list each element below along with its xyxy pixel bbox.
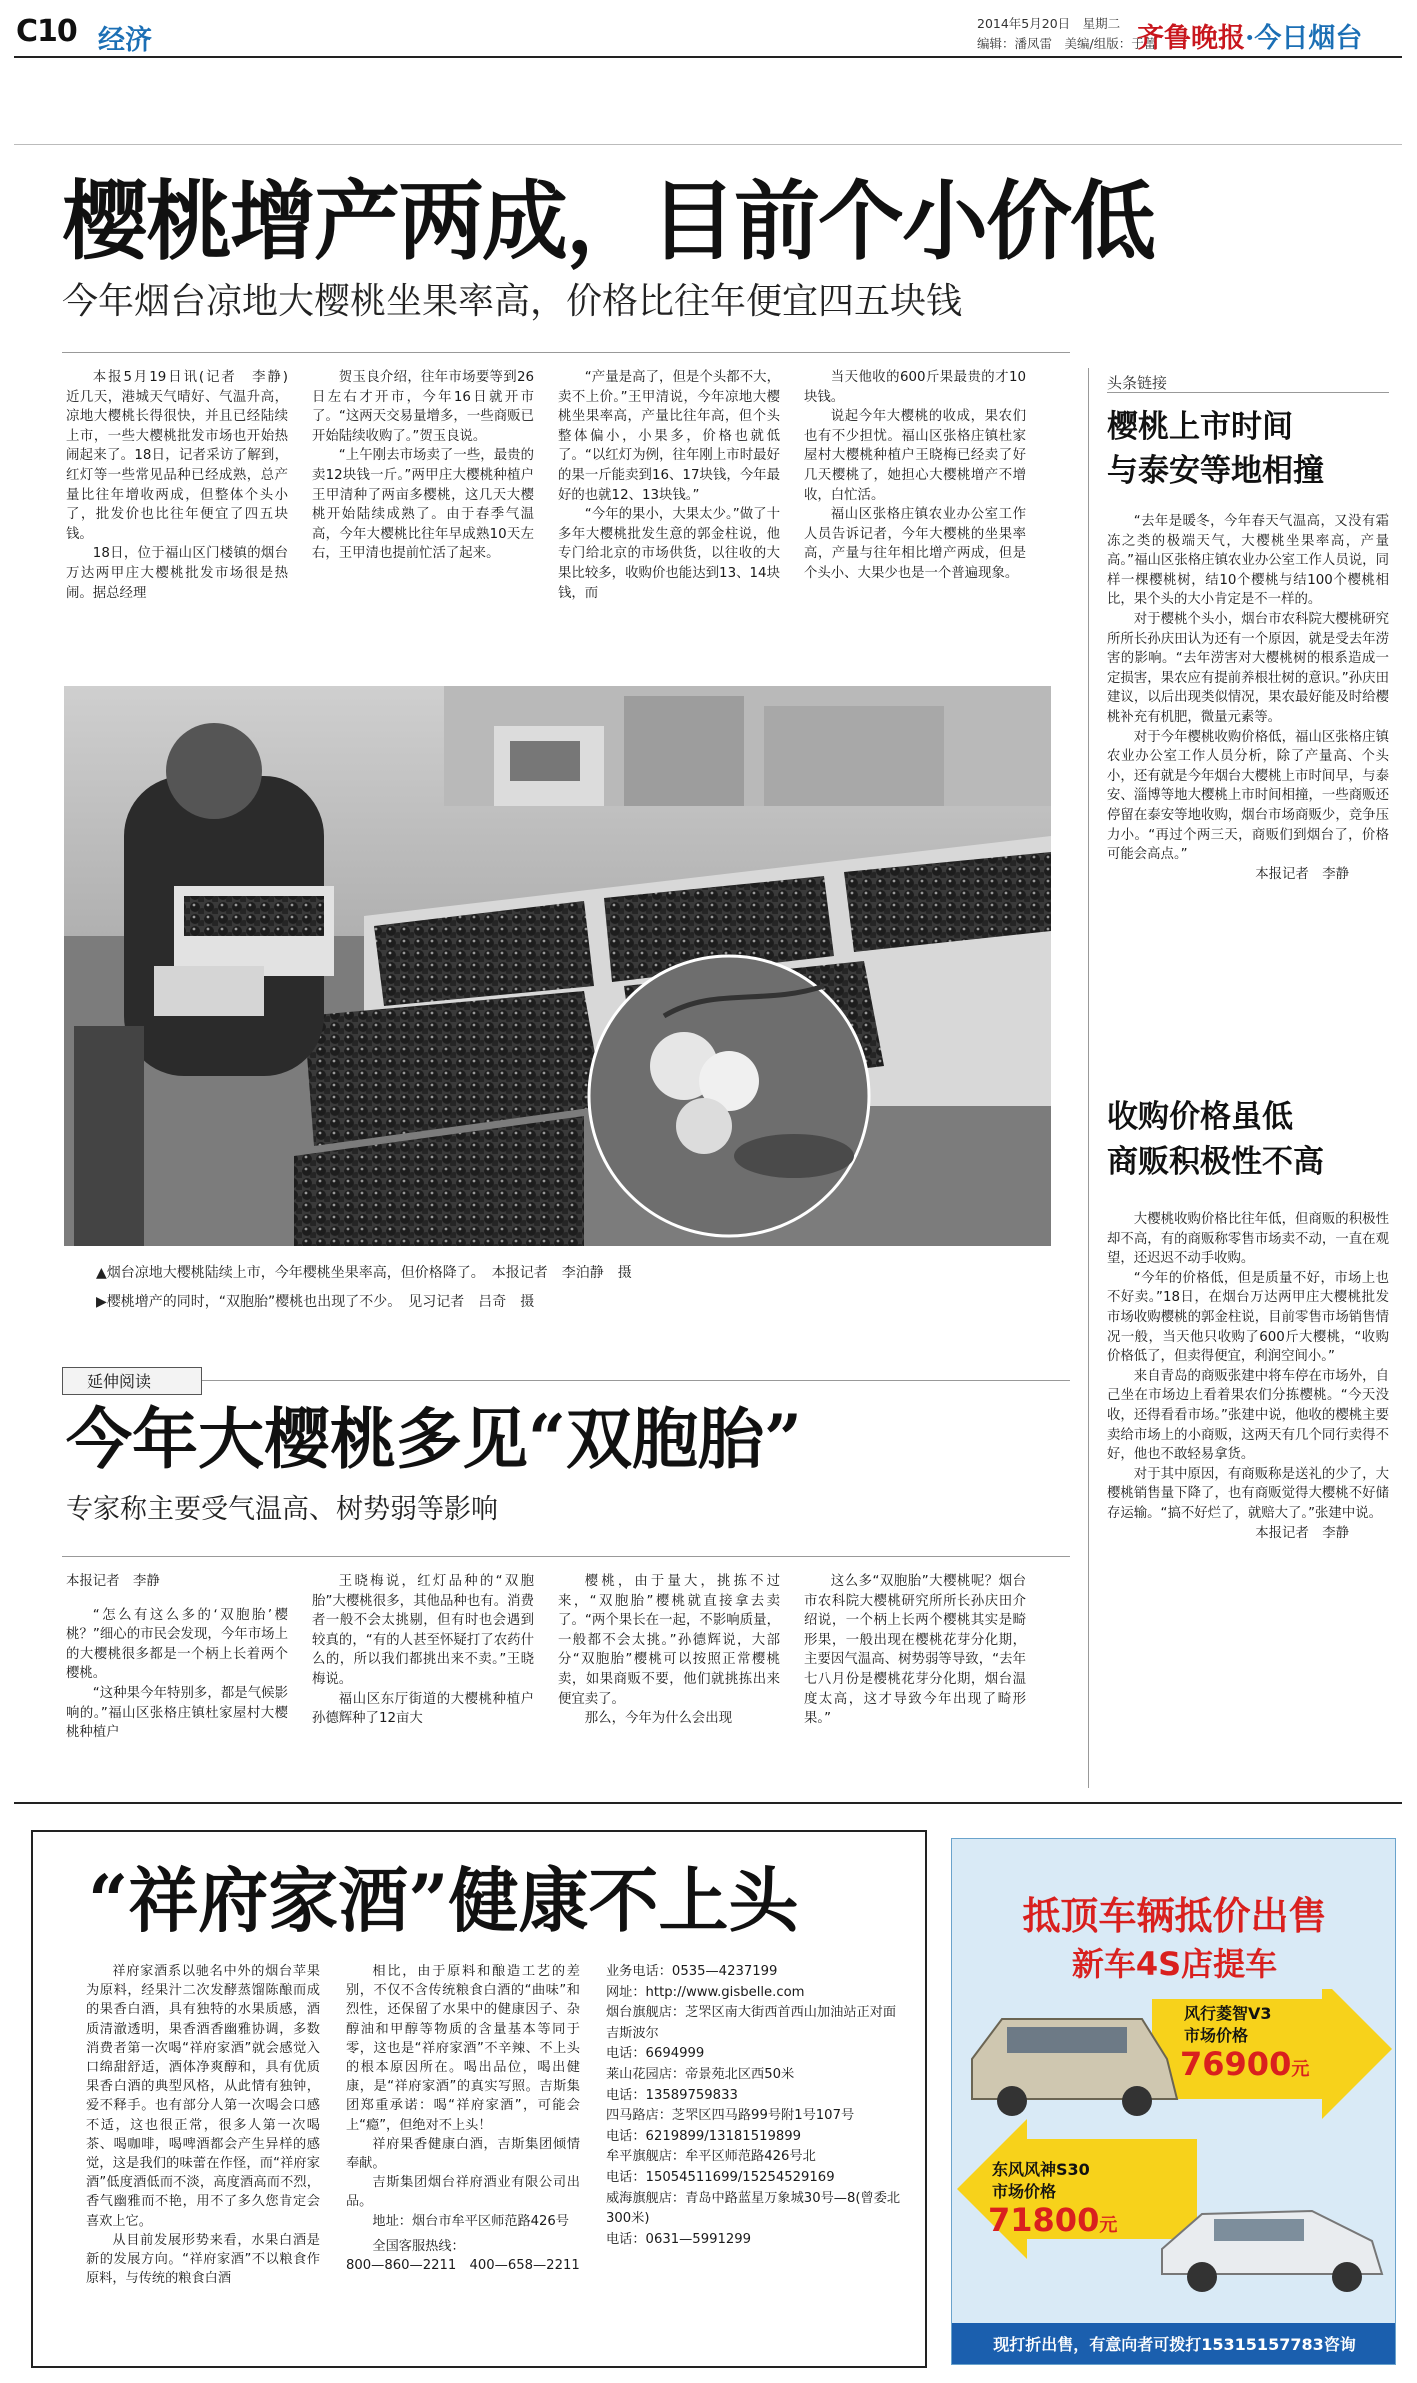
paragraph: 那么，今年为什么会出现 xyxy=(584,1711,733,1727)
contact-line: 电话：6694999 xyxy=(606,2046,705,2062)
photo-illustration xyxy=(64,686,1051,1246)
extended-rule xyxy=(62,1380,1070,1381)
newspaper-brand: 齐鲁晚报·今日烟台 xyxy=(1137,23,1363,54)
sidebar-tag-rule xyxy=(1107,392,1389,393)
wine-ad-headline: “祥府家酒”健康不上头 xyxy=(88,1859,799,1942)
main-column-4 xyxy=(804,368,1026,584)
main-headline: 樱桃增产两成，目前个小价低 xyxy=(62,171,1154,272)
main-column-3 xyxy=(558,368,780,603)
paragraph: 来自青岛的商贩张建中将车停在市场外，自己坐在市场边上看着果农们分拣樱桃。“今天没收，还得看看市场。”张建中说，他收的樱桃主要卖给市场上的小商贩，这两天有几个同行卖得不好，他也不敢轻易拿货。 xyxy=(1107,1368,1389,1463)
paragraph: 福山区张格庄镇农业办公室工作人员告诉记者，今年大樱桃的坐果率高，产量与往年相比增产两成，但是个头小、大果少也是一个普遍现象。 xyxy=(804,507,1026,581)
story-top-rule xyxy=(62,352,1070,353)
wine-ad-column-2 xyxy=(346,1962,580,2275)
masthead-rule xyxy=(14,56,1402,58)
paragraph: “今年的果小，大果太少。”做了十多年大樱桃批发生意的郭金柱说，他专门给北京的市场供货，以往收的大果比较多，收购价也能达到13、14块钱，而 xyxy=(558,507,780,601)
contact-line: 电话：13589759833 xyxy=(606,2087,738,2103)
wine-ad-contacts xyxy=(606,1962,906,2250)
photo-caption-1: ▲烟台凉地大樱桃陆续上市，今年樱桃坐果率高，但价格降了。 本报记者 李泊静 摄 xyxy=(96,1265,632,1281)
extended-subheadline: 专家称主要受气温高、树势弱等影响 xyxy=(66,1494,498,1525)
car1-price-label: 市场价格 xyxy=(1184,2026,1249,2045)
car-ad-subheadline: 新车4S店提车 xyxy=(1071,1945,1278,1983)
paragraph: 对于今年樱桃收购价格低，福山区张格庄镇农业办公室工作人员分析，除了产量高、个头小，还有就是今年烟台大樱桃上市时间早，与泰安、淄博等地大樱桃上市时间相撞，一些商贩还停留在泰安等地收购，烟台市场商贩少，竞争压力小。“再过个两三天，商贩们到烟台了，价格可能会高点。” xyxy=(1107,729,1389,863)
sidebar-body-1 xyxy=(1107,512,1389,884)
contact-line: 莱山花园店：帝景苑北区西50米 xyxy=(606,2066,795,2082)
sidebar-body-2 xyxy=(1107,1210,1389,1543)
paragraph: 对于樱桃个头小，烟台市农科院大樱桃研究所所长孙庆田认为还有一个原因，就是受去年涝害的影响。“去年涝害对大樱桃树的根系造成一定损害，果农应有提前养根壮树的意识。”孙庆田建议，以后出现类似情况，果农最好能及时给樱桃补充有机肥，微量元素等。 xyxy=(1107,611,1389,725)
paragraph: 本报5月19日讯(记者 李静) 近几天，港城天气晴好、气温升高，凉地大樱桃长得很快，并且已经陆续上市，一些大樱桃批发市场也开始热闹起来了。18日，记者采访了解到，红灯等一些常见品种已经成熟，总产量比往年增收两成，但整体个头小了，批发价也比往年便宜了四五块钱。 xyxy=(66,370,302,542)
paragraph: “今年的价格低，但是质量不好，市场上也不好卖。”18日，在烟台万达两甲庄大樱桃批发市场收购樱桃的郭金柱说，目前零售市场销售情况一般，当天他只收购了600斤大樱桃，“收购价格低了，但卖得便宜，利润空间小。” xyxy=(1107,1270,1389,1365)
sidebar-byline-1: 本报记者 李静 xyxy=(1255,866,1349,882)
sidebar-headline-2-line-1: 收购价格虽低 xyxy=(1107,1099,1293,1135)
sidebar-byline-2: 本报记者 李静 xyxy=(1255,1525,1349,1541)
paragraph: 大樱桃收购价格比往年低，但商贩的积极性却不高，有的商贩称零售市场卖不动，一直在观望，还迟迟不动手收购。 xyxy=(1107,1212,1389,1267)
extended-column-2 xyxy=(312,1572,534,1729)
car-ad-headline: 抵顶车辆抵价出售 xyxy=(1022,1894,1327,1938)
contact-line: 烟台旗舰店：芝罘区南大街西首西山加油站正对面吉斯波尔 xyxy=(606,2005,897,2041)
extended-headline: 今年大樱桃多见“双胞胎” xyxy=(66,1400,802,1478)
header-thin-rule xyxy=(14,144,1402,145)
extended-column-4 xyxy=(804,1572,1026,1729)
paragraph: 祥府家酒系以驰名中外的烟台苹果为原料，经果汁二次发酵蒸馏陈酿而成的果香白酒，具有独特的水果质感，酒质清澈透明，果香酒香幽雅协调，多数消费者第一次喝“祥府家酒”就会感觉入口绵甜舒适，酒体净爽醇和，具有优质果香白酒的典型风格，从此情有独钟，爱不释手。也有部分人第一次喝会口感不适，这也很正常，很多人第一次喝茶、喝咖啡，喝啤酒都会产生异样的感觉，这是我们的味蕾在作怪，而“祥府家酒”低度酒低而不淡，高度酒高而不烈，香气幽雅而不艳，用不了多久您肯定会喜欢上它。 xyxy=(86,1964,320,2229)
paragraph: “这种果今年特别多，都是气候影响的。”福山区张格庄镇杜家屋村大樱桃种植户 xyxy=(66,1685,288,1741)
wine-ad-hotline-label: 全国客服热线： xyxy=(372,2238,465,2254)
paragraph: 王晓梅说，红灯品种的“双胞胎”大樱桃很多，其他品种也有。消费者一般不会太挑剔，但有时也会遇到较真的，“有的人甚至怀疑打了农药什么的，所以我们都挑出来不卖。”王晓梅说。 xyxy=(312,1574,534,1687)
extended-tag: 延伸阅读 xyxy=(62,1367,202,1395)
paragraph: 吉斯集团烟台祥府酒业有限公司出品。 xyxy=(346,2175,580,2210)
issue-date: 2014年5月20日 星期二 xyxy=(977,16,1121,31)
car-ad xyxy=(951,1838,1396,2365)
extended-column-3 xyxy=(558,1572,780,1729)
contact-line: 四马路店：芝罘区四马路99号附1号107号 xyxy=(606,2108,855,2124)
contact-line: 电话：0631—5991299 xyxy=(606,2231,752,2247)
paragraph: 从目前发展形势来看，水果白酒是新的发展方向。“祥府家酒”不以粮食作原料，与传统的粮食白酒 xyxy=(86,2232,320,2287)
ad-section-rule xyxy=(14,1802,1402,1804)
contact-line: 牟平旗舰店：牟平区师范路426号北 xyxy=(606,2149,816,2165)
wine-ad-column-1 xyxy=(86,1962,320,2288)
section-name: 经济 xyxy=(98,25,152,56)
contact-line: 威海旗舰店：青岛中路蓝星万象城30号—8(曾委北300米) xyxy=(606,2190,901,2227)
car-illustrations xyxy=(952,1989,1396,2319)
paragraph: 当天他收的600斤果最贵的才10块钱。 xyxy=(804,370,1026,405)
car2-name: 东风风神S30 xyxy=(992,2160,1090,2179)
wine-ad-hotline: 800—860—2211 400—658—2211 xyxy=(346,2258,580,2274)
car2-price: 71800元 xyxy=(988,2201,1118,2239)
paragraph: 对于其中原因，有商贩称是送礼的少了，大樱桃销售量下降了，也有商贩觉得大樱桃不好储存运输。“搞不好烂了，就赔大了。”张建中说。 xyxy=(1107,1466,1389,1521)
main-column-2 xyxy=(312,368,534,564)
sidebar-divider xyxy=(1088,368,1089,1788)
main-subheadline: 今年烟台凉地大樱桃坐果率高，价格比往年便宜四五块钱 xyxy=(62,281,963,322)
car1-name: 风行菱智V3 xyxy=(1184,2004,1272,2023)
paragraph: “怎么有这么多的‘双胞胎’樱桃？”细心的市民会发现，今年市场上的大樱桃很多都是一个柄上长着两个樱桃。 xyxy=(66,1607,288,1682)
paragraph: 说起今年大樱桃的收成，果农们也有不少担忧。福山区张格庄镇杜家屋村大樱桃种植户王晓梅已经卖了好几天樱桃了，她担心大樱桃增产不增收，白忙活。 xyxy=(804,409,1026,503)
photo-caption-2: ▶樱桃增产的同时，“双胞胎”樱桃也出现了不少。 见习记者 吕奇 摄 xyxy=(96,1294,535,1310)
editor-credits: 编辑：潘凤雷 美编/组版：于蕾 xyxy=(977,36,1157,51)
extended-sub-rule xyxy=(62,1556,1070,1557)
paragraph: 相比，由于原料和酿造工艺的差别，不仅不含传统粮食白酒的“曲味”和烈性，还保留了水果中的健康因子、杂醇油和甲醇等物质的含量基本等同于零，这也是“祥府家酒”不辛辣、不上头的根本原因所在。喝出品位，喝出健康，是“祥府家酒”的真实写照。吉斯集团郑重承诺：喝“祥府家酒”，可能会上“瘾”，但绝对不上头！ xyxy=(346,1964,580,2133)
sidebar-headline-1-line-1: 樱桃上市时间 xyxy=(1107,409,1293,445)
contact-line: 业务电话：0535—4237199 xyxy=(606,1964,778,1979)
contact-line: 电话：15054511699/15254529169 xyxy=(606,2169,835,2185)
wine-ad-address: 地址：烟台市牟平区师范路426号 xyxy=(372,2213,569,2229)
paragraph: “上午刚去市场卖了一些，最贵的卖12块钱一斤。”两甲庄大樱桃种植户王甲清种了两亩多樱桃，这几天大樱桃开始陆续成熟了。由于春季气温高，今年大樱桃比往年早成熟10天左右，王甲清也提前忙活了起来。 xyxy=(312,448,534,562)
sidebar-tag: 头条链接 xyxy=(1107,374,1168,392)
car-ad-footer: 现打折出售，有意向者可拨打15315157783咨询 xyxy=(952,2323,1396,2365)
paragraph: “去年是暖冬，今年春天气温高，又没有霜冻之类的极端天气，大樱桃坐果率高，产量高。”福山区张格庄镇农业办公室工作人员说，同样一棵樱桃树，结10个樱桃与结100个樱桃相比，果个头的大小肯定是不一样的。 xyxy=(1107,514,1389,608)
paragraph: 这么多“双胞胎”大樱桃呢？烟台市农科院大樱桃研究所所长孙庆田介绍说，一个柄上长两个樱桃其实是畸形果，一般出现在樱桃花芽分化期，主要因气温高、树势弱等导致，“去年七八月份是樱桃花芽分化期，烟台温度太高，这才导致今年出现了畸形果。” xyxy=(804,1574,1026,1727)
paragraph: 18日，位于福山区门楼镇的烟台万达两甲庄大樱桃批发市场很是热闹。据总经理 xyxy=(66,546,288,601)
contact-line: 网址：http://www.gisbelle.com xyxy=(606,1984,805,2000)
sidebar-headline-1-line-2: 与泰安等地相撞 xyxy=(1107,453,1324,489)
paragraph: 祥府果香健康白酒，吉斯集团倾情奉献。 xyxy=(346,2136,580,2172)
paragraph: 樱桃，由于量大，挑拣不过来，“双胞胎”樱桃就直接拿去卖了。“两个果长在一起，不影响质量，一般都不会太挑。”孙德辉说，大部分“双胞胎”樱桃可以按照正常樱桃卖，如果商贩不要，他们就挑拣出来便宜卖了。 xyxy=(558,1574,780,1707)
paragraph: “产量是高了，但是个头都不大，卖不上价。”王甲清说，今年凉地大樱桃坐果率高，产量比往年高，但个头整体偏小，小果多，价格也就低了。“以红灯为例，往年刚上市时最好的果一斤能卖到16、17块钱，今年最好的也就12、13块钱。” xyxy=(558,370,780,503)
paragraph: 福山区东厅街道的大樱桃种植户孙德辉种了12亩大 xyxy=(312,1691,534,1727)
cherry-market-photo xyxy=(64,686,1051,1246)
contact-line: 电话：6219899/13181519899 xyxy=(606,2128,802,2144)
sidebar-headline-2-line-2: 商贩积极性不高 xyxy=(1107,1144,1324,1180)
page-number: C10 xyxy=(16,14,77,49)
main-column-1 xyxy=(66,368,302,603)
car1-price: 76900元 xyxy=(1180,2045,1310,2083)
paragraph: 贺玉良介绍，往年市场要等到26日左右才开市，今年16日就开市了。“这两天交易量增多，一些商贩已开始陆续收购了。”贺玉良说。 xyxy=(312,370,534,444)
car2-price-label: 市场价格 xyxy=(992,2182,1057,2201)
extended-byline: 本报记者 李静 xyxy=(66,1574,160,1589)
extended-column-1 xyxy=(66,1572,288,1743)
